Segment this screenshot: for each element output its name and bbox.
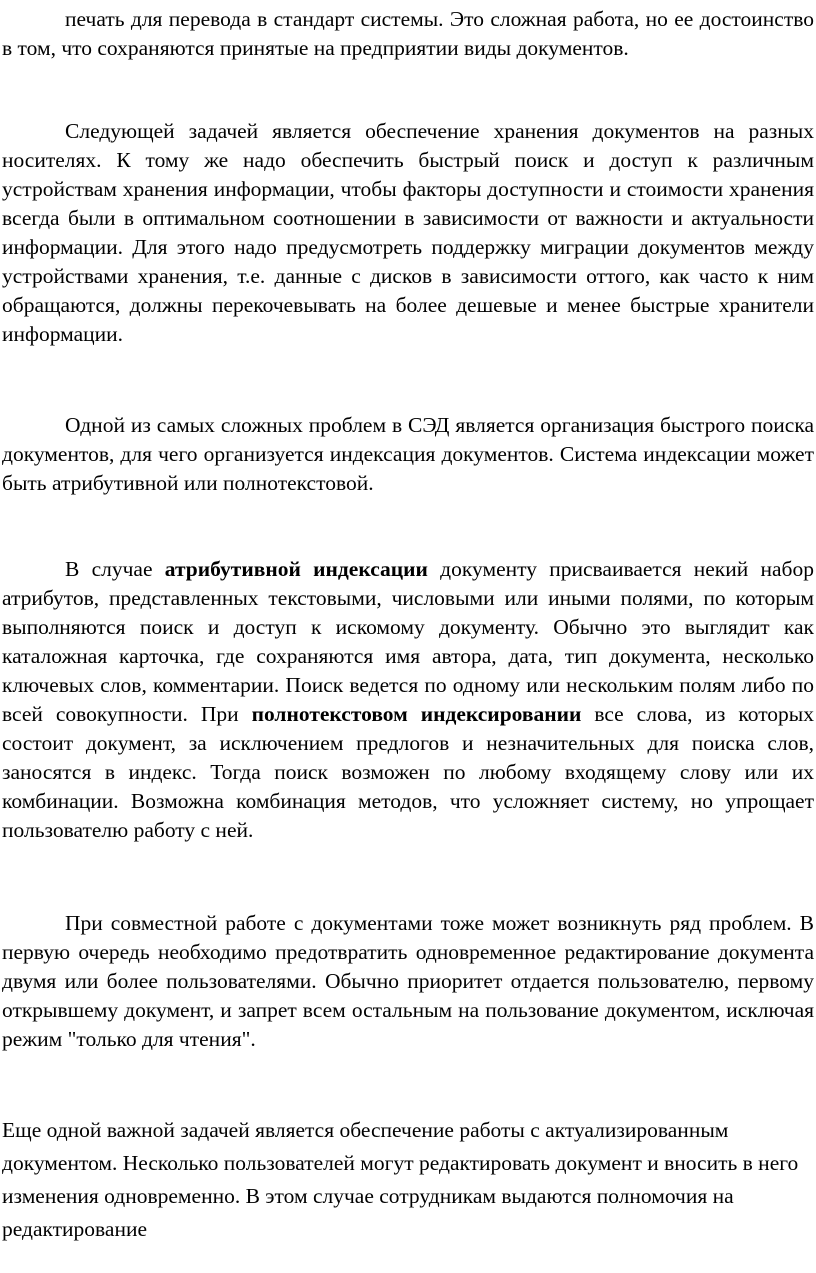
paragraph-4 [2, 555, 814, 845]
paragraph-6: Еще одной важной задачей является обеспечение работы с актуализированным документом. Несколько пользователей могут редактировать документ и вносить в него изменения одновременно. В этом случае сотрудникам выдаются полномочия на редактирование [2, 1118, 799, 1241]
paragraph-4-text-3: все слова, из которых состоит документ, за исключением предлогов и незначительных для поиска слов, заносятся в индекс. Тогда поиск возможен по любому входящему слову или их комбинации. Возможна комбинация методов, что усложняет систему, но упрощает пользователю работу с ней. [2, 702, 815, 842]
paragraph-3: Одной из самых сложных проблем в СЭД является организация быстрого поиска документов, для чего организуется индексация документов. Система индексации может быть атрибутивной или полнотекстовой. [2, 413, 814, 495]
term-fulltext-indexing: полнотекстовом индексировании [251, 702, 582, 726]
paragraph-4-text-2: документу присваивается некий набор атрибутов, представленных текстовыми, числовыми или иными полями, по которым выполняются поиск и доступ к искомому документу. Обычно это выглядит как каталожная карточка, где сохраняются имя автора, дата, тип документа, несколько ключевых слов, комментарии. Поиск ведется по одному или нескольким полям либо по всей совокупности. При [2, 557, 814, 726]
paragraph-4-text-1: В случае [65, 557, 165, 581]
paragraph-1: печать для перевода в стандарт системы. Это сложная работа, но ее достоинство в том, что сохраняются принятые на предприятии виды документов. [2, 7, 814, 60]
term-attributive-indexing: атрибутивной индексации [164, 557, 428, 581]
paragraph-5: При совместной работе с документами тоже может возникнуть ряд проблем. В первую очередь необходимо предотвратить одновременное редактирование документа двумя или более пользователями. Обычно приоритет отдается пользователю, первому открывшему документ, и запрет всем остальным на пользование документом, исключая режим "только для чтения". [2, 911, 814, 1051]
paragraph-2: Следующей задачей является обеспечение хранения документов на разных носителях. К тому же надо обеспечить быстрый поиск и доступ к различным устройствам хранения информации, чтобы факторы доступности и стоимости хранения всегда были в оптимальном соотношении в зависимости от важности и актуальности информации. Для этого надо предусмотреть поддержку миграции документов между устройствами хранения, т.е. данные с дисков в зависимости оттого, как часто к ним обращаются, должны перекочевывать на более дешевые и менее быстрые хранители информации. [2, 119, 814, 346]
